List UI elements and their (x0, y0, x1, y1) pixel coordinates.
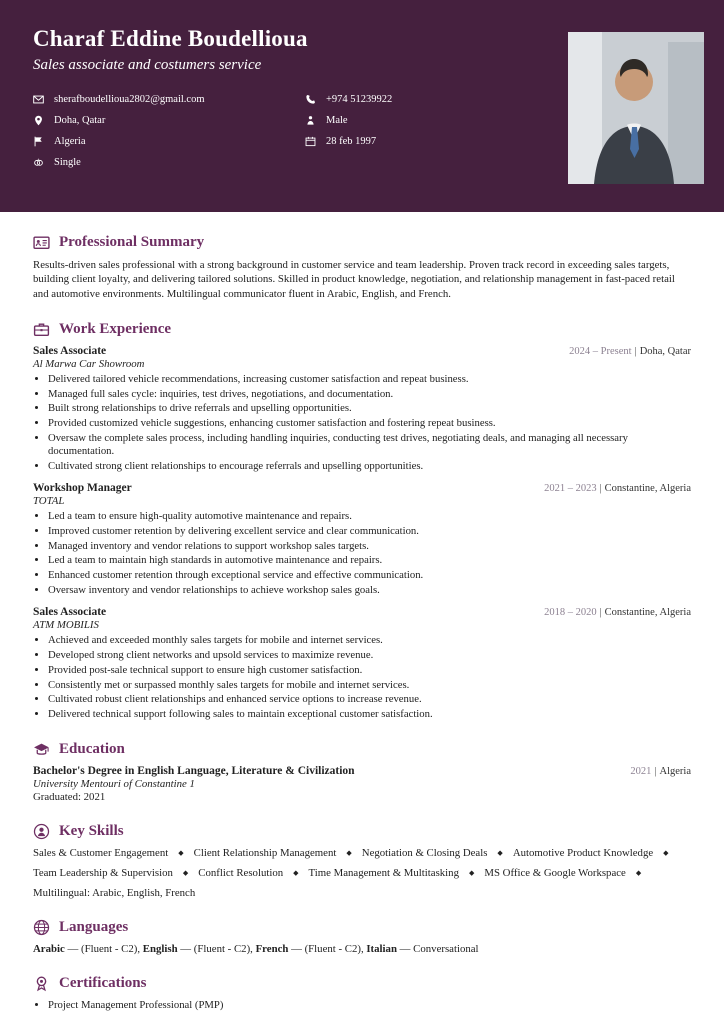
skills-heading-row (33, 823, 691, 840)
language-name: Italian (366, 943, 397, 956)
languages-heading-row (33, 919, 691, 936)
gender-icon (305, 115, 316, 126)
contact-gender (305, 110, 392, 131)
skill-item: Automotive Product Knowledge (512, 847, 654, 860)
contact-column-left (33, 89, 305, 173)
skill-separator: ◆ (182, 868, 189, 877)
location-pin-icon (33, 115, 44, 126)
profile-photo-image (568, 32, 704, 184)
person-role: Sales associate and costumers service (33, 57, 262, 73)
email-icon (33, 94, 44, 105)
skill-item: Conflict Resolution (198, 867, 284, 880)
job-entry (33, 606, 691, 721)
meta-separator: | (634, 345, 637, 357)
calendar-icon (305, 136, 316, 147)
job-bullet: • Cultivated robust client relationships and enhanced service options to increase revenue. (48, 693, 691, 706)
job-bullet: • Improved customer retention by delivering excellent service and clear communication. (48, 525, 691, 538)
job-bullet: • Delivered technical support following sales to maintain exceptional customer satisfaction. (48, 708, 691, 721)
job-bullet: • Led a team to maintain high standards in automotive maintenance and repairs. (48, 554, 691, 567)
education-title: Education (59, 741, 125, 758)
job-dates: 2018 – 2020 (544, 607, 597, 619)
contact-birthdate (305, 131, 392, 152)
job-company: ATM MOBILIS (33, 619, 99, 632)
job-bullet: • Developed strong client networks and upsold services to maximize revenue. (48, 649, 691, 662)
education-heading-row (33, 741, 691, 758)
certifications-section (33, 975, 691, 1013)
certifications-heading-row (33, 975, 691, 992)
contact-email-text: sherafboudellioua2802@gmail.com (54, 94, 205, 105)
skill-item: Time Management & Multitasking (308, 867, 459, 880)
language-item (143, 943, 253, 955)
job-header (33, 345, 691, 357)
job-location: Constantine, Algeria (604, 483, 691, 495)
skill-item: Team Leadership & Supervision (33, 867, 173, 880)
contact-marital-status (33, 152, 305, 173)
contact-location (33, 110, 305, 131)
skills-list (33, 847, 691, 899)
job-dates: 2021 – 2023 (544, 483, 597, 495)
education-header (33, 765, 691, 777)
certifications-title: Certifications (59, 975, 147, 992)
contact-phone-text: +974 51239922 (326, 94, 393, 105)
job-bullets (33, 373, 691, 473)
contact-marital-text: Single (54, 157, 81, 168)
language-item (366, 943, 478, 955)
experience-heading-row (33, 321, 691, 338)
skill-item: Negotiation & Closing Deals (361, 847, 488, 860)
job-bullet: • Cultivated strong client relationships to encourage referrals and upselling opportunities. (48, 460, 691, 473)
job-bullet: • Consistently met or surpassed monthly sales targets for mobile and internet services. (48, 679, 691, 692)
contact-nationality-text: Algeria (54, 136, 86, 147)
job-bullet: • Managed inventory and vendor relations to support workshop sales targets. (48, 540, 691, 553)
job-bullet: • Enhanced customer retention through exceptional service and effective communication. (48, 569, 691, 582)
job-header (33, 606, 691, 618)
skill-separator: ◆ (293, 868, 299, 877)
id-card-icon (33, 234, 50, 251)
languages-list (33, 943, 691, 955)
job-bullet: • Oversaw inventory and vendor relationships to achieve workshop sales goals. (48, 584, 691, 597)
skills-section (33, 823, 691, 899)
degree-name: Bachelor's Degree in English Language, Literature & Civilization (33, 765, 355, 778)
job-bullet: • Delivered tailored vehicle recommendations, increasing customer satisfaction and repeat business. (48, 373, 691, 386)
meta-separator: | (599, 483, 602, 495)
job-location: Constantine, Algeria (604, 607, 691, 619)
contact-gender-text: Male (326, 115, 348, 126)
skill-item: Client Relationship Management (193, 847, 337, 860)
contact-birthdate-text: 28 feb 1997 (326, 136, 377, 147)
job-header (33, 482, 691, 494)
language-name: French (255, 943, 289, 956)
job-title: Sales Associate (33, 344, 107, 357)
rings-icon (33, 157, 44, 168)
meta-separator: | (599, 607, 602, 619)
certification-item: • Project Management Professional (PMP) (48, 999, 233, 1013)
languages-section (33, 919, 691, 955)
summary-section (33, 234, 691, 301)
education-meta (630, 766, 691, 777)
skills-title: Key Skills (59, 823, 124, 840)
job-meta (544, 483, 691, 494)
education-section (33, 741, 691, 803)
job-company: Al Marwa Car Showroom (33, 357, 145, 370)
skill-separator: ◆ (663, 848, 669, 857)
job-bullet: • Led a team to ensure high-quality automotive maintenance and repairs. (48, 510, 691, 523)
language-level: — Conversational (399, 943, 479, 956)
language-item (33, 943, 140, 955)
person-name: Charaf Eddine Boudellioua (33, 26, 308, 51)
graduation-cap-icon (33, 741, 50, 758)
job-title: Sales Associate (33, 606, 107, 619)
experience-title: Work Experience (59, 320, 172, 337)
job-bullet: • Achieved and exceeded monthly sales targets for mobile and internet services. (48, 634, 691, 647)
meta-separator: | (654, 766, 657, 778)
job-bullets (33, 510, 691, 597)
education-dates: 2021 (630, 766, 652, 778)
contact-email (33, 89, 305, 110)
skill-item: MS Office & Google Workspace (484, 867, 626, 880)
briefcase-icon (33, 321, 50, 338)
language-name: English (142, 943, 178, 956)
contact-column-right (305, 89, 392, 173)
skill-separator: ◆ (635, 868, 642, 877)
job-bullet: • Oversaw the complete sales process, including handling inquiries, conducting test drives, negotiating deals, and managing all necessary documentation. (48, 432, 691, 459)
job-entry (33, 345, 691, 473)
phone-icon (305, 94, 316, 105)
job-bullet: • Managed full sales cycle: inquiries, test drives, negotiations, and documentation. (48, 388, 691, 401)
job-location: Doha, Qatar (639, 345, 691, 357)
language-item (256, 943, 364, 955)
skill-separator: ◆ (178, 848, 184, 857)
job-title: Workshop Manager (33, 482, 132, 495)
skill-separator: ◆ (468, 868, 475, 877)
job-bullet: • Provided post-sale technical support to ensure high customer satisfaction. (48, 664, 691, 677)
person-badge-icon (33, 823, 50, 840)
summary-text: Results-driven sales professional with a strong background in customer service and team leadership. Proven track record in exceeding sales targets, building client loyalty, and delivering tailored solutions. Skilled in product knowledge, negotiation, and relationship management in fast-paced retail and automotive environments. Multilingual communicator fluent in Arabic, English, and French. (33, 259, 675, 300)
job-bullets (33, 634, 691, 721)
flag-icon (33, 136, 44, 147)
contact-phone (305, 89, 392, 110)
profile-photo (568, 32, 704, 184)
job-dates: 2024 – Present (569, 345, 632, 357)
skill-separator: ◆ (497, 848, 503, 857)
school-name: University Mentouri of Constantine 1 (33, 778, 195, 791)
certificate-icon (33, 975, 50, 992)
contact-location-text: Doha, Qatar (54, 115, 106, 126)
certifications-list (33, 999, 691, 1013)
job-bullet: • Built strong relationships to drive referrals and upselling opportunities. (48, 402, 691, 415)
job-meta (544, 607, 691, 618)
resume-body (0, 234, 724, 1013)
skill-item: Sales & Customer Engagement (33, 847, 169, 860)
resume-header (0, 0, 724, 212)
summary-heading-row (33, 234, 691, 251)
summary-title: Professional Summary (59, 234, 205, 250)
language-name: Arabic (33, 943, 65, 956)
education-location: Algeria (659, 766, 691, 778)
language-level: — (Fluent - C2), (291, 943, 364, 956)
skill-separator: ◆ (346, 848, 352, 857)
job-entry (33, 482, 691, 597)
globe-icon (33, 919, 50, 936)
contact-nationality (33, 131, 305, 152)
language-level: — (Fluent - C2), (180, 943, 253, 956)
skill-item: Multilingual: Arabic, English, French (33, 887, 196, 900)
experience-section (33, 321, 691, 722)
languages-title: Languages (59, 919, 129, 936)
language-level: — (Fluent - C2), (67, 943, 141, 956)
job-meta (569, 346, 691, 357)
graduation-year: Graduated: 2021 (33, 791, 106, 804)
job-company: TOTAL (33, 495, 65, 508)
job-bullet: • Provided customized vehicle suggestions, enhancing customer satisfaction and fostering repeat business. (48, 417, 691, 430)
